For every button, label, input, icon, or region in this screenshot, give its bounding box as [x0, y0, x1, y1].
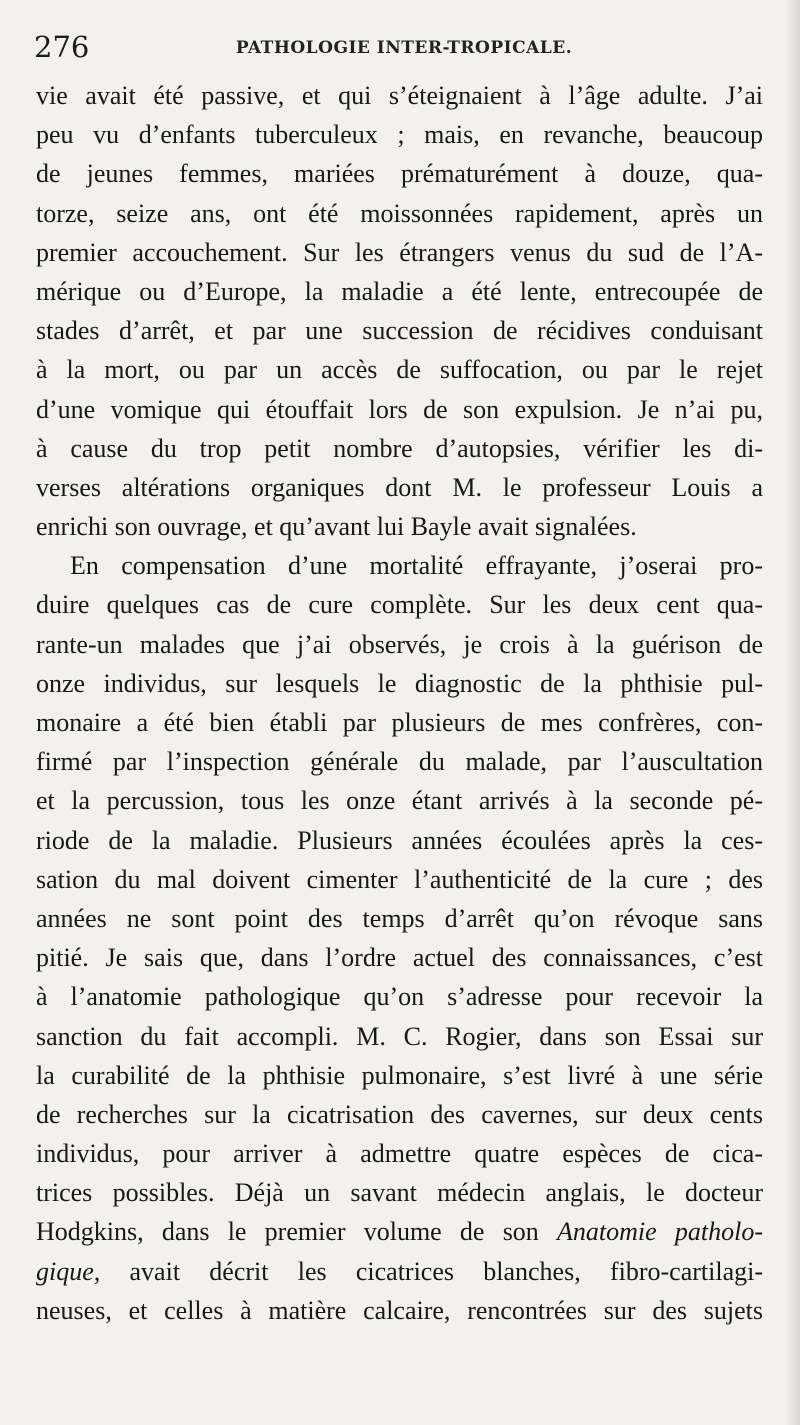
paragraph-end-line: enrichi son ouvrage, et qu’avant lui Bayle avait signalées.	[36, 512, 637, 542]
text-line: rante-un malades que j’ai observés, je crois à la guérison de	[36, 629, 763, 659]
paragraph-first-line: En compensation d’une mortalité effrayante, j’oserai pro-	[70, 551, 763, 581]
running-title: PATHOLOGIE INTER-TROPICALE.	[235, 38, 573, 58]
running-head	[34, 30, 774, 70]
text-line: années ne sont point des temps d’arrêt qu’on révoque sans	[36, 903, 763, 933]
body-text	[36, 76, 763, 1330]
text-line: mérique ou d’Europe, la maladie a été lente, entrecoupée de	[36, 276, 763, 306]
text-line: torze, seize ans, ont été moissonnées rapidement, après un	[36, 198, 763, 228]
text-line: de jeunes femmes, mariées prématurément à douze, qua-	[36, 159, 763, 189]
text-line: pitié. Je sais que, dans l’ordre actuel des connaissances, c’est	[36, 943, 763, 973]
page-number: 276	[34, 30, 90, 64]
text-line: à la mort, ou par un accès de suffocation, ou par le rejet	[36, 355, 763, 385]
text-line: d’une vomique qui étouffait lors de son expulsion. Je n’ai pu,	[36, 394, 763, 424]
text-line: à l’anatomie pathologique qu’on s’adresse pour recevoir la	[36, 982, 763, 1012]
text-segment: Hodgkins, dans le premier volume de son	[36, 1217, 539, 1247]
text-line: et la percussion, tous les onze étant arrivés à la seconde pé-	[36, 786, 763, 816]
text-line: firmé par l’inspection générale du malade, par l’auscultation	[36, 747, 763, 777]
page-edge-shadow	[786, 0, 800, 1425]
text-line: peu vu d’enfants tuberculeux ; mais, en revanche, beaucoup	[36, 120, 763, 150]
text-line: à cause du trop petit nombre d’autopsies, vérifier les di-	[36, 433, 763, 463]
text-line-with-italic	[36, 1252, 763, 1291]
text-line: verses altérations organiques dont M. le professeur Louis a	[36, 472, 763, 502]
text-line: neuses, et celles à matière calcaire, rencontrées sur des sujets	[36, 1295, 763, 1325]
text-line-with-italic	[36, 1212, 763, 1251]
text-line: stades d’arrêt, et par une succession de récidives conduisant	[36, 316, 763, 346]
text-segment: avait décrit les cicatrices blanches, fibro-cartilagi-	[100, 1256, 763, 1286]
italic-book-title-continued: gique,	[36, 1256, 101, 1286]
text-line: riode de la maladie. Plusieurs années écoulées après la ces-	[36, 825, 763, 855]
text-line: trices possibles. Déjà un savant médecin anglais, le docteur	[36, 1178, 763, 1208]
text-line: premier accouchement. Sur les étrangers venus du sud de l’A-	[36, 237, 763, 267]
text-line: duire quelques cas de cure complète. Sur les deux cent qua-	[36, 590, 763, 620]
italic-book-title: Anatomie patholo-	[557, 1217, 763, 1247]
text-line: sation du mal doivent cimenter l’authenticité de la cure ; des	[36, 864, 763, 894]
text-line: la curabilité de la phthisie pulmonaire, s’est livré à une série	[36, 1060, 763, 1090]
text-line: sanction du fait accompli. M. C. Rogier, dans son Essai sur	[36, 1021, 763, 1051]
text-line: monaire a été bien établi par plusieurs de mes confrères, con-	[36, 708, 763, 737]
text-line: de recherches sur la cicatrisation des cavernes, sur deux cents	[36, 1099, 763, 1129]
text-line: onze individus, sur lesquels le diagnostic de la phthisie pul-	[36, 668, 763, 698]
text-line: individus, pour arriver à admettre quatre espèces de cica-	[36, 1139, 763, 1169]
text-line: vie avait été passive, et qui s’éteignaient à l’âge adulte. J’ai	[36, 81, 763, 110]
